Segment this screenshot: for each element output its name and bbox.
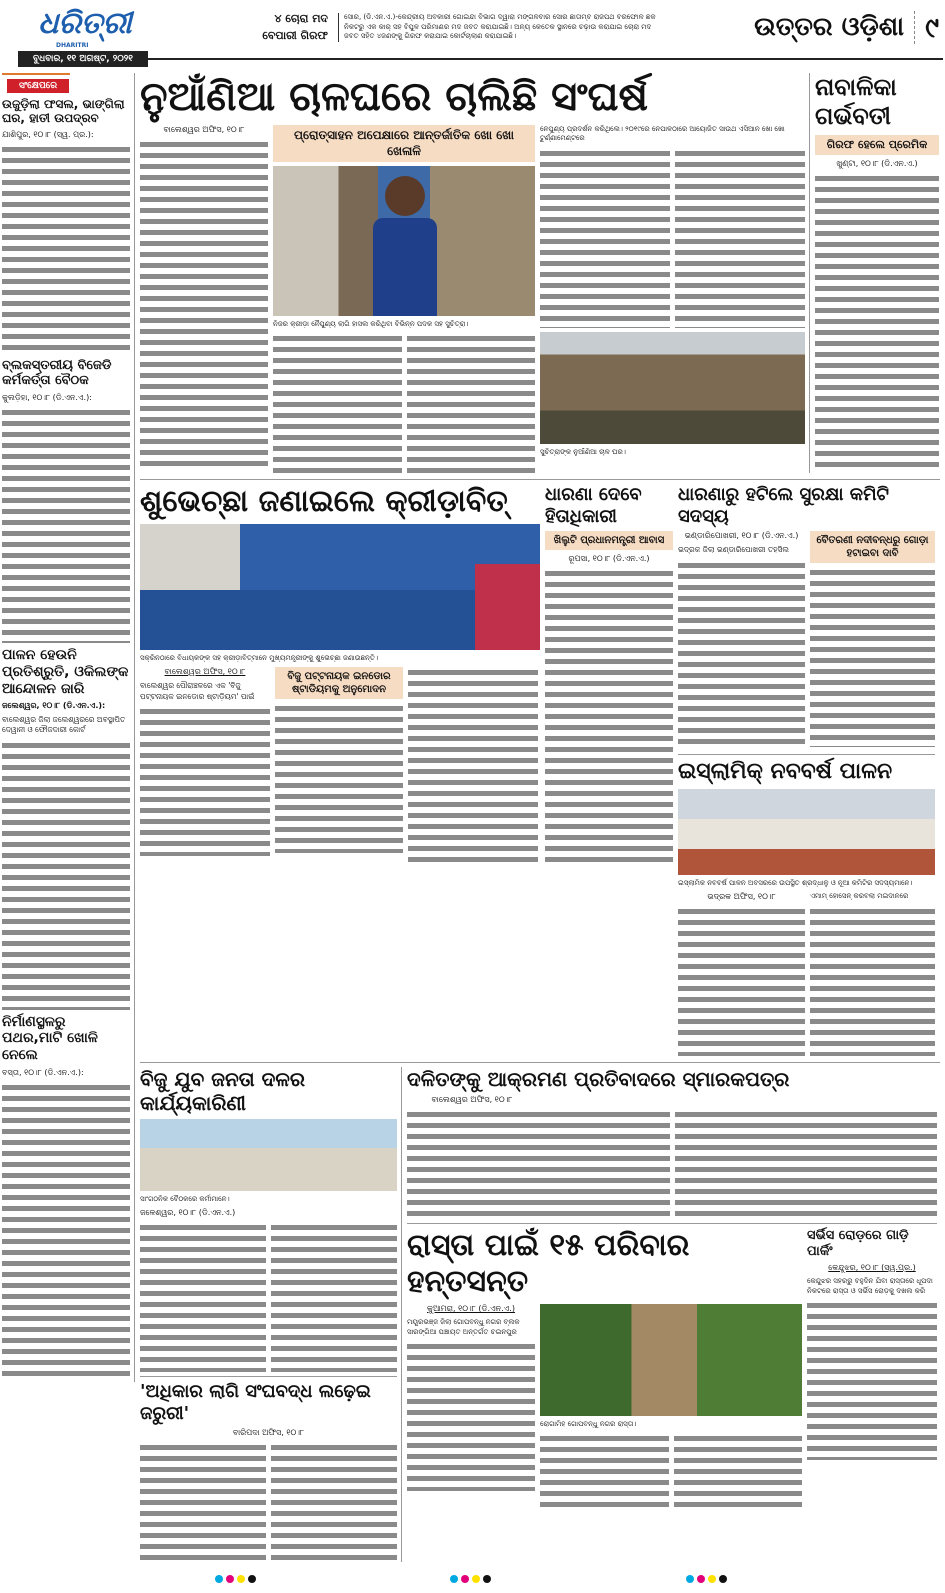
- footer-marks: [2, 1562, 943, 1593]
- road-dateline: କୁଆମରା, ୧୦।୮ (ଡି.ଏନ.ଏ.): [427, 1304, 515, 1314]
- dalit-headline: ଦଳିତଙ୍କୁ ଆକ୍ରମଣ ପ୍ରତିବାଦରେ ସ୍ମାରକପତ୍ର: [407, 1067, 790, 1092]
- lead-body: [407, 333, 536, 473]
- byjd-body: [271, 1222, 397, 1372]
- row-sports: [140, 479, 940, 1056]
- sports-dateline: ବାଲେଶ୍ୱର ଅଫିସ, ୧୦।୮: [164, 667, 246, 677]
- parking-lead: କେନ୍ଦୁଝର ସହରରୁ ବହୁଦିନ ଯିବା ରାସ୍ତାରେ ଧୂପଦା ନିକଟରେ ରାସ୍ତା ଓ ସର୍ଭିସ ରୋଡ଼କୁ ଦଖଲ କରି: [807, 1277, 933, 1295]
- dharana-headline: ଧାରଣା ଦେବେ ହିତାଧିକାରୀ: [545, 484, 642, 527]
- parking-story: [807, 1228, 937, 1460]
- lead-photo-caption: ନିଜର କ୍ରୀଡ଼ା ନୈପୁଣ୍ୟ ଲାଗି ହାସଲ କରିଥିବା ବିଭିନ୍ନ ପଦକ ସହ ସୁଚିତ୍ରା।: [273, 320, 469, 329]
- lead-dateline: ବାଲେଶ୍ୱର ଅଫିସ, ୧୦।୮: [163, 125, 245, 134]
- lead-story: [140, 73, 810, 473]
- brief-label: ସଂକ୍ଷେପରେ: [7, 79, 69, 93]
- islamic-caption: ଇସ୍‌ଲାମିକ ନବବର୍ଷ ପାଳନ ଅବସରରେ ଉପସ୍ଥିତ ଶ୍ରଦ୍ଧାଳୁ ଓ ନୂଆ କମିଟିର ସଦସ୍ୟମାନେ।: [678, 878, 913, 887]
- brief-lead: ବାଲେଶ୍ୱର ଜିଲା ଜଲେଶ୍ୱରରେ ଅବସ୍ଥାପିତ ଦେୱାନୀ ଓ ଫୌଜଦାରୀ କୋର୍ଟ: [2, 715, 126, 735]
- row-lead: [140, 73, 940, 473]
- byjd-photo: [140, 1119, 397, 1191]
- road-headline: ରାସ୍ତା ପାଇଁ ୧୫ ପରିବାର ହନ୍ତସନ୍ତ: [407, 1228, 690, 1300]
- byjd-dateline: ଜଳେଶ୍ୱର, ୧୦।୮ (ଡି.ଏନ.ଏ.): [140, 1208, 236, 1218]
- islamic-photo: [678, 789, 935, 875]
- brief-headline: ଉଜୁଡ଼ିଲା ଫସଲ, ଭାଙ୍ଗିଲା ଘର, ହାତୀ ଉପଦ୍ରବ: [2, 97, 125, 126]
- brief-headline: ପାଳନ ହେଉନି ପ୍ରତିଶ୍ରୁତି, ଓକିଲଙ୍କ ଆନ୍ଦୋଳନ ଜାରି: [2, 646, 129, 697]
- road-body: [674, 1433, 803, 1513]
- sports-body: [275, 703, 403, 853]
- islamic-lead: ଏମାମ୍ ହୋସେନ୍ କରବଲା ମଇଦାନରେ: [810, 892, 909, 901]
- minor-body: [815, 173, 939, 473]
- byjd-headline: ବିଜୁ ଯୁବ ଜନତା ଦଳର କାର୍ଯ୍ୟକାରିଣୀ: [140, 1067, 306, 1116]
- parking-dateline: କେନ୍ଦୁଝର, ୧୦।୮ (ସ୍ୱ.ପ୍ର.): [828, 1263, 916, 1273]
- brief-dateline: କୁଲଡ଼ିହା, ୧୦।୮ (ଡି.ଏନ.ଏ.):: [2, 392, 92, 402]
- road-body: [407, 1341, 535, 1491]
- islamic-story: [678, 754, 935, 1056]
- road-caption: ରୋଗାମିହ ଗୋପବନ୍ଧୁ ନଗର ରାସ୍ତା।: [540, 1420, 637, 1429]
- section-title: ଉତ୍ତର ଓଡ଼ିଶା: [754, 11, 905, 42]
- page-body: [2, 73, 943, 1562]
- islamic-body: [810, 906, 935, 1056]
- byjd-caption: ସାଂଗଠନିକ ବୈଠକରେ କର୍ମୀମାନେ।: [140, 1195, 230, 1204]
- islamic-body: [678, 906, 805, 1056]
- rights-story: [140, 1376, 397, 1562]
- byjd-body: [140, 1222, 266, 1372]
- brief-rule: [2, 73, 70, 75]
- road-and-parking: [407, 1223, 937, 1513]
- issue-date: ବୁଧବାର, ୧୧ ଅଗଷ୍ଟ, ୨୦୨୧: [18, 51, 148, 67]
- logo: ଧରିତ୍ରୀ DHARITRI: [38, 6, 132, 49]
- brief-body: [2, 1082, 130, 1382]
- row-lower: [140, 1062, 940, 1562]
- parking-headline: ସର୍ଭିସ ରୋଡ଼ରେ ଗାଡ଼ି ପାର୍କିଂ: [807, 1228, 909, 1259]
- lead-body: [140, 139, 268, 469]
- committee-story: [678, 484, 935, 1056]
- minor-dateline: ଖୁଣ୍ଟା, ୧୦।୮ (ଡି.ଏନ.ଏ.): [836, 158, 918, 168]
- brief-headline: ନିର୍ମାଣସ୍ଥଳରୁ ପଥର,ମାଟି ଖୋଳି ନେଲେ: [2, 1013, 98, 1064]
- minor-headline: ନାବାଳିକା ଗର୍ଭବତୀ: [815, 73, 897, 130]
- committee-dateline: ଭଣ୍ଡାରିପୋଖରୀ, ୧୦।୮ (ଡି.ଏନ.ଏ.): [684, 531, 799, 541]
- lower-right: [407, 1067, 937, 1513]
- byjd-story: [140, 1067, 402, 1562]
- dalit-body: [407, 1109, 670, 1219]
- dalit-body: [675, 1109, 938, 1219]
- rights-dateline: ବାରିପଦା ଅଫିସ, ୧୦।୮: [232, 1428, 305, 1438]
- rights-headline: 'ଅଧିକାର ଲାଗି ସଂଘବଦ୍ଧ ଲଢ଼େଇ ଜରୁରୀ': [140, 1381, 371, 1424]
- lead-body: [675, 148, 805, 328]
- brief-dateline: ଯାଶିପୁର, ୧୦।୮ (ସ୍ୱ. ପ୍ର.):: [2, 129, 94, 139]
- date-row: [2, 51, 943, 67]
- lead-continuation: ନେପୁଣ୍ୟ ପ୍ରଦର୍ଶନ କରିଥିଲେ। ୨୦୧୯ରେ ନେପାଳଠାରେ ଆୟୋଜିତ ସାଉଥ ଏସିଆନ ଖୋ ଖୋ ଟୁର୍ଣ୍ଣାମେଣ୍ଟରେ: [540, 125, 785, 143]
- brief-dateline: ବସ୍ତା, ୧୦।୮ (ଡି.ଏନ.ଏ.):: [2, 1068, 84, 1077]
- main-area: [140, 73, 940, 1562]
- road-story: [407, 1228, 802, 1513]
- dalit-dateline: ବାଲେଶ୍ୱର ଅଫିସ, ୧୦।୮: [431, 1095, 513, 1105]
- lead-body: [540, 148, 670, 328]
- masthead: [2, 0, 943, 49]
- minor-subhead: ଗିରଫ ହେଲେ ପ୍ରେମିକ: [815, 135, 939, 155]
- committee-body: [678, 560, 805, 750]
- teaser-title: ୪ ଚୋରା ମଦ ବେପାରୀ ଗିରଫ: [262, 12, 328, 42]
- brief-body: [2, 144, 130, 354]
- dalit-story: [407, 1067, 937, 1219]
- hut-photo-caption: ସୁଚିତ୍ରାଙ୍କ ନୁଆଁଣିଆ ଚାଳ ଘର।: [540, 447, 626, 456]
- islamic-headline: ଇସ୍‌ଲାମିକ୍ ନବବର୍ଷ ପାଳନ: [678, 758, 893, 784]
- teaser-text: ସୋର, (ଡି.ଏନ.ଏ.)-କେନ୍ଦ୍ରୀୟ ଅବକାରୀ ଗୋଇନ୍ଦା ବିଭାଗ ଦ୍ୱାରା ମଙ୍ଗଳବାର ସୋର ଛାତାମ୍ବ ରାଜପଥ ବରଫୋଳ ଛକ ନିକଟରୁ ଏକ କାର୍ ସହ ବିପୁଳ ପରିମାଣର ମଦ ଜବତ କରାଯାଇଛି। ଅନ୍ୟ କେତେକ ସ୍ଥାନରେ ଚଢ଼ାଉ କରାଯାଇ ଚୋରା ମଦ ଜବତ ସହିତ ୪ଜଣଙ୍କୁ ଗିରଫ କରାଯାଇ କୋର୍ଟଚାଲାଣ କରାଯାଇଛି।: [338, 13, 668, 41]
- brief-body: [2, 407, 130, 643]
- masthead-rule: [148, 58, 943, 60]
- registration-marks: [450, 1568, 494, 1587]
- brief-body: [2, 740, 130, 1010]
- sports-story: [140, 484, 540, 867]
- rights-body: [271, 1442, 397, 1562]
- brief-column: [2, 73, 135, 1382]
- lead-body: [273, 333, 402, 473]
- hut-photo: [540, 332, 805, 444]
- road-lead: ମୟୂରଭଞ୍ଜ ଜିଲା ଗୋପବନ୍ଧୁ ନଗର ବ୍ଲକ ସାରଙ୍ଗିଆ ପଞ୍ଚାୟତ ଅନ୍ତର୍ଗତ ଚଇନପୁର: [407, 1318, 520, 1336]
- sports-headline: ଶୁଭେଚ୍ଛା ଜଣାଇଲେ କ୍ରୀଡ଼ାବିତ୍: [140, 484, 508, 520]
- road-body: [540, 1433, 669, 1513]
- registration-marks: [215, 1568, 259, 1587]
- sports-lead: ବାଲେଶ୍ୱର ପୌରାଞ୍ଚଳରେ ଏକ 'ବିଜୁ ପଟ୍ଟନାୟକ ଇନଡୋର ଷ୍ଟାଡ଼ିୟମ' ପାଇଁ: [140, 681, 255, 701]
- page-number: ୯: [914, 11, 939, 45]
- lead-headline: ନୁଆଁଣିଆ ଚାଳଘରେ ଚାଲିଛି ସଂଘର୍ଷ: [140, 74, 649, 120]
- committee-subhead: ବୈତରଣୀ ନଦୀବନ୍ଧରୁ ଗୋଡ଼ା ହଟାଇବା ଦାବି: [810, 531, 935, 563]
- minor-story: [815, 73, 939, 473]
- sports-subhead: ବିଜୁ ପଟ୍ଟନାୟକ ଇନଡୋର ଷ୍ଟାଡିୟମକୁ ଅନୁମୋଦନ: [275, 667, 403, 699]
- dharana-dateline: ରୂପସା, ୧୦।୮ (ଡି.ଏନ.ଏ.): [568, 554, 650, 564]
- parking-body: [807, 1300, 937, 1460]
- registration-marks: [686, 1568, 730, 1587]
- brief-dateline: ଜଲେଶ୍ୱର, ୧୦।୮ (ଡି.ଏନ.ଏ.):: [2, 701, 106, 711]
- rights-body: [140, 1442, 266, 1562]
- committee-body: [810, 567, 935, 747]
- sports-body: [408, 667, 538, 867]
- committee-headline: ଧାରଣାରୁ ହଟିଲେ ସୁରକ୍ଷା କମିଟି ସଦସ୍ୟ: [678, 484, 890, 527]
- dharana-story: [545, 484, 673, 868]
- lead-subhead: ପ୍ରୋତ୍ସାହନ ଅପେକ୍ଷାରେ ଆନ୍ତର୍ଜାତିକ ଖୋ ଖୋ ଖେଳାଳି: [273, 125, 535, 162]
- sports-body: [140, 706, 270, 856]
- sports-photo-caption: ସକ୍ରିନଠାରେ ବିଧାୟକଙ୍କ ସହ କ୍ରୀଡ଼ାବିତ୍‌ମାନେ ମୁଖ୍ୟମନ୍ତ୍ରୀଙ୍କୁ ଶୁଭେଚ୍ଛା ଜଣାଉଛନ୍ତି।: [140, 654, 378, 663]
- player-photo: [273, 166, 535, 316]
- committee-lead: ଭଦ୍ରକ ଜିଲା ଭଣ୍ଡାରିପୋଖରୀ ତହସିଲ: [678, 545, 789, 555]
- islamic-dateline: ଭଦ୍ରକ ଅଫିସ, ୧୦।୮: [707, 892, 776, 902]
- dharana-subhead: ଖିଲୁଟି ପ୍ରଧାନମନ୍ତ୍ରୀ ଆବାସ: [545, 531, 673, 550]
- dharana-body: [545, 568, 673, 868]
- sports-photo: [140, 524, 540, 650]
- road-photo: [540, 1304, 802, 1416]
- brief-headline: ବ୍ଲକସ୍ତରୀୟ ବିଜେଡି କର୍ମକର୍ତ୍ତା ବୈଠକ: [2, 357, 112, 389]
